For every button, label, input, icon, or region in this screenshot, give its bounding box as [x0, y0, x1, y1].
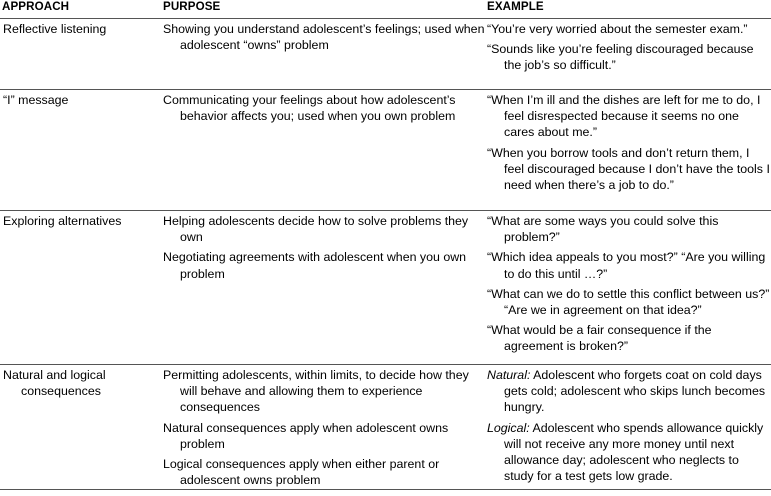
example-text: “What are some ways you could solve this problem?” — [487, 214, 719, 245]
example-text: Adolescent who spends allowance quickly will not receive any more money until next allowance day; adolescent who neglects to study for a test gets low grade. — [504, 420, 764, 484]
example-text: “What would be a fair consequence if the agreement is broken?” — [487, 323, 712, 354]
approach-header: APPROACH — [0, 0, 163, 19]
table-row — [0, 211, 771, 365]
table-row — [0, 365, 771, 490]
purpose-text: Communicating your feelings about how adolescent’s behavior affects you; used when you own problem — [163, 93, 456, 124]
approach-text: “I” message — [3, 93, 69, 107]
purpose-text: Negotiating agreements with adolescent when you own problem — [163, 250, 467, 281]
example-entry — [487, 367, 771, 416]
example-cell — [487, 211, 771, 365]
approach-cell — [0, 211, 163, 365]
approach-cell — [0, 19, 163, 90]
purpose-cell — [163, 211, 487, 365]
purpose-text: Logical consequences apply when either parent or adolescent owns problem — [163, 457, 440, 488]
example-label-natural: Natural: — [487, 368, 531, 382]
example-text: “When I’m ill and the dishes are left for me to do, I feel disrespected because it seems no one cares about me.” — [487, 93, 761, 140]
example-text: “You’re very worried about the semester exam.” — [487, 22, 748, 36]
example-entry — [487, 420, 771, 485]
header-row — [0, 0, 771, 19]
purpose-header: PURPOSE — [163, 0, 487, 19]
example-text: “Sounds like you’re feeling discouraged because the job’s so difficult.” — [487, 42, 754, 73]
example-text: “Which idea appeals to you most?” “Are you willing to do this until …?” — [487, 250, 766, 281]
purpose-text: Showing you understand adolescent’s feelings; used when adolescent “owns” problem — [163, 22, 485, 53]
approach-text: Natural and logical — [3, 368, 106, 382]
example-text: “When you borrow tools and don’t return them, I feel discouraged because I don’t have the tools I need when there’s a job to do.” — [487, 145, 770, 193]
example-header: EXAMPLE — [487, 0, 771, 19]
purpose-text: Natural consequences apply when adolescent owns problem — [163, 420, 449, 451]
table-row — [0, 19, 771, 90]
approach-text: Exploring alternatives — [3, 214, 122, 228]
example-text: “What can we do to settle this conflict between us?” “Are we in agreement on that idea?” — [487, 286, 770, 318]
example-label-logical: Logical: — [487, 420, 530, 435]
purpose-cell — [163, 90, 487, 211]
purpose-cell — [163, 365, 487, 490]
approach-text: Reflective listening — [3, 22, 107, 36]
purpose-text: Helping adolescents decide how to solve problems they own — [163, 214, 469, 245]
purpose-text: Permitting adolescents, within limits, to decide how they will behave and allowing them to experience consequences — [163, 368, 469, 415]
example-cell — [487, 19, 771, 90]
approach-text-continuation: consequences — [21, 384, 101, 399]
example-text: Adolescent who forgets coat on cold days gets cold; adolescent who skips lunch becomes hungry. — [504, 368, 766, 415]
table-row — [0, 90, 771, 211]
approach-cell — [0, 365, 163, 490]
example-cell — [487, 365, 771, 490]
approach-cell — [0, 90, 163, 211]
purpose-cell — [163, 19, 487, 90]
example-cell — [487, 90, 771, 211]
